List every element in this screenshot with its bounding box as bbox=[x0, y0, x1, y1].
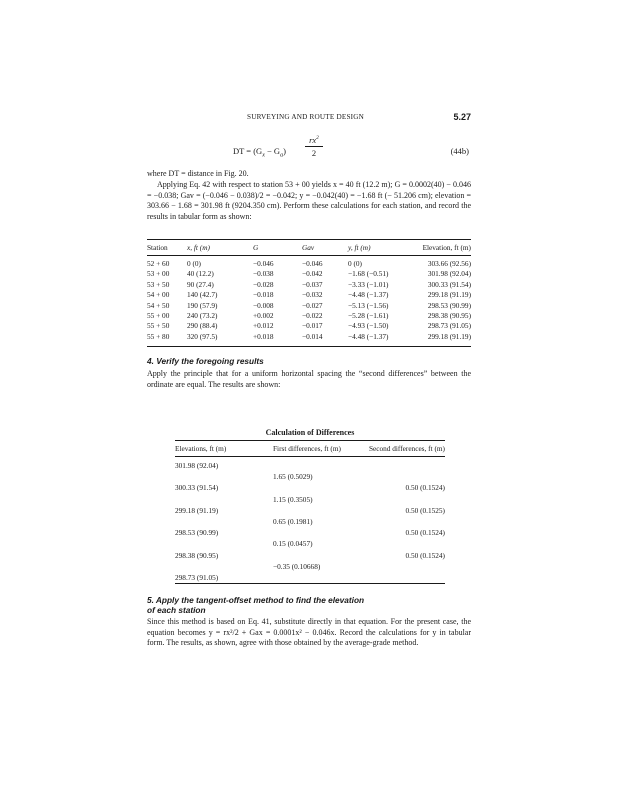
section-heading-verify: 4. Verify the foregoing results bbox=[147, 356, 264, 366]
table-cell: +0.002 bbox=[253, 311, 274, 321]
table-cell: 0 (0) bbox=[348, 259, 362, 268]
table-cell bbox=[175, 561, 273, 572]
table-cell: −0.008 bbox=[253, 300, 274, 310]
table-cell: 55 + 00 bbox=[147, 311, 170, 321]
section-heading-tangent: 5. Apply the tangent-offset method to find the elevation of each station bbox=[147, 595, 365, 615]
table-row bbox=[175, 471, 445, 482]
table-cell: −0.014 bbox=[302, 331, 323, 341]
column-header: G bbox=[253, 240, 302, 256]
table-cell bbox=[368, 494, 445, 505]
table-cell: 240 (73.2) bbox=[187, 311, 218, 321]
equation-numerator: $rx^2$ bbox=[305, 133, 323, 147]
table-cell: −4.48 (−1.37) bbox=[348, 290, 389, 300]
table-cell bbox=[273, 550, 368, 561]
table-cell: −0.018 bbox=[253, 290, 274, 300]
table-cell: 54 + 00 bbox=[147, 290, 170, 300]
table-cell: −0.037 bbox=[302, 279, 323, 289]
table-cell: 53 + 00 bbox=[147, 269, 170, 279]
table-cell: −0.017 bbox=[302, 321, 323, 331]
table-cell: 299.18 (91.19) bbox=[427, 290, 471, 300]
column-header: y, ft (m) bbox=[348, 240, 410, 256]
table-cell: +0.018 bbox=[253, 331, 274, 341]
table-cell bbox=[273, 482, 368, 493]
table-cell: 298.73 (91.05) bbox=[175, 572, 273, 584]
table-cell: 55 + 80 bbox=[147, 331, 170, 341]
equation-fraction bbox=[305, 133, 323, 159]
table-cell: −0.028 bbox=[253, 279, 274, 289]
equation-label: (44b) bbox=[450, 146, 469, 156]
table-cell bbox=[368, 561, 445, 572]
table-cell: 299.18 (91.19) bbox=[427, 331, 471, 341]
column-header: Station bbox=[147, 240, 187, 256]
table-cell bbox=[273, 505, 368, 516]
table-cell: −4.48 (−1.37) bbox=[348, 331, 389, 341]
table-cell: 298.53 (90.99) bbox=[175, 528, 219, 538]
table-cell bbox=[368, 572, 445, 584]
table-cell: 54 + 50 bbox=[147, 300, 170, 310]
table-cell: −0.038 bbox=[253, 269, 274, 279]
table-cell: +0.012 bbox=[253, 321, 274, 331]
page-number: 5.27 bbox=[453, 112, 471, 122]
table-row bbox=[147, 332, 471, 345]
table-row bbox=[175, 561, 445, 572]
table-cell: −0.042 bbox=[302, 269, 323, 279]
table-cell: 55 + 50 bbox=[147, 321, 170, 331]
table-cell: 298.38 (90.95) bbox=[175, 550, 219, 560]
table-cell: 0.50 (0.1524) bbox=[405, 550, 445, 560]
column-header: First differences, ft (m) bbox=[273, 441, 368, 457]
table-row bbox=[147, 321, 471, 331]
table-row bbox=[147, 311, 471, 321]
table-row bbox=[147, 256, 471, 270]
equation-denominator: 2 bbox=[311, 147, 317, 158]
table-cell: 140 (42.7) bbox=[187, 290, 218, 300]
table-cell: 303.66 (92.56) bbox=[427, 259, 471, 268]
table-cell: −0.046 bbox=[302, 259, 323, 268]
differences-table bbox=[175, 440, 445, 584]
table-cell: −0.046 bbox=[253, 259, 274, 268]
apply-paragraph: Applying Eq. 42 with respect to station 53 + 00 yields x = 40 ft (12.2 m); G = 0.0002(40) − 0.046 = −0.038; Gav = (−0.046 − 0.038)/2 = −0.042; y = −0.042(40) = −1.68 ft (− 51.206 cm); elevation = 303.66 − 1.68 = 301.98 ft (9204.350 cm). Perform these calculations for each station, and record the results in tabular form as shown: bbox=[147, 180, 471, 221]
table-cell: 0.50 (0.1525) bbox=[405, 505, 445, 515]
table-cell: −0.35 (0.10668) bbox=[273, 561, 321, 571]
equation-44b bbox=[147, 130, 471, 164]
table-row bbox=[175, 505, 445, 516]
table-cell: 301.98 (92.04) bbox=[175, 461, 219, 470]
tangent-paragraph: Since this method is based on Eq. 41, substitute directly in that equation. For the present case, the equation becomes y = rx²/2 + Gax = 0.0001x² − 0.046x. Record the calculations for y in tabular form. The results, as shown, agree with those obtained by the average-grade method. bbox=[147, 617, 471, 648]
column-header: x, ft (m) bbox=[187, 240, 253, 256]
table-cell bbox=[175, 494, 273, 505]
equation-lhs: DT = $(G_x - G_a)$ bbox=[233, 146, 286, 159]
table-cell: −5.13 (−1.56) bbox=[348, 300, 389, 310]
column-header: Elevations, ft (m) bbox=[175, 441, 273, 457]
table-cell: 301.98 (92.04) bbox=[427, 269, 471, 279]
table-cell: 290 (88.4) bbox=[187, 321, 218, 331]
table-cell: 1.15 (0.3505) bbox=[273, 494, 313, 504]
table-cell: 53 + 50 bbox=[147, 279, 170, 289]
table-cell: −5.28 (−1.61) bbox=[348, 311, 389, 321]
table-cell bbox=[368, 516, 445, 527]
table-row bbox=[175, 538, 445, 549]
table-cell: 298.38 (90.95) bbox=[427, 311, 471, 321]
table-cell: 52 + 60 bbox=[147, 259, 170, 268]
table-row bbox=[147, 269, 471, 279]
verify-paragraph: Apply the principle that for a uniform horizontal spacing the “second differences” between the ordinate are equal. The results are shown: bbox=[147, 369, 471, 389]
table-header-row bbox=[147, 240, 471, 256]
table-cell bbox=[273, 572, 368, 584]
table-cell: 0.50 (0.1524) bbox=[405, 483, 445, 493]
table-cell bbox=[368, 457, 445, 472]
table-row bbox=[175, 527, 445, 538]
where-paragraph: where DT = distance in Fig. 20. bbox=[147, 169, 249, 178]
table-row bbox=[147, 280, 471, 290]
table-cell: 40 (12.2) bbox=[187, 269, 214, 279]
table-cell: 90 (27.4) bbox=[187, 279, 214, 289]
table-cell: 320 (97.5) bbox=[187, 331, 218, 341]
table-row bbox=[175, 457, 445, 472]
table-row bbox=[175, 482, 445, 493]
table-caption: Calculation of Differences bbox=[265, 428, 355, 437]
table-row bbox=[175, 494, 445, 505]
table-cell: 298.73 (91.05) bbox=[427, 321, 471, 331]
table-cell bbox=[175, 471, 273, 482]
running-title: SURVEYING AND ROUTE DESIGN bbox=[247, 113, 365, 121]
column-header: Gav bbox=[302, 240, 348, 256]
table-header-row bbox=[175, 441, 445, 457]
table-cell bbox=[368, 538, 445, 549]
table-row bbox=[147, 301, 471, 311]
table-bottom-rule bbox=[147, 345, 471, 347]
table-cell: −0.027 bbox=[302, 300, 323, 310]
table-cell: 298.53 (90.99) bbox=[427, 300, 471, 310]
table-cell: 300.33 (91.54) bbox=[175, 483, 219, 493]
table-cell: −4.93 (−1.50) bbox=[348, 321, 389, 331]
table-cell: −0.032 bbox=[302, 290, 323, 300]
table-row bbox=[175, 572, 445, 584]
table-cell bbox=[175, 516, 273, 527]
column-header: Elevation, ft (m) bbox=[410, 240, 471, 256]
station-elevation-table bbox=[147, 239, 471, 347]
table-cell: 0.15 (0.0457) bbox=[273, 539, 313, 549]
table-cell bbox=[368, 471, 445, 482]
table-row bbox=[147, 290, 471, 300]
table-cell: 1.65 (0.5029) bbox=[273, 472, 313, 482]
table-cell: 0.50 (0.1524) bbox=[405, 528, 445, 538]
table-cell: 0.65 (0.1981) bbox=[273, 517, 313, 527]
table-row bbox=[175, 516, 445, 527]
table-cell bbox=[273, 527, 368, 538]
table-cell: −0.022 bbox=[302, 311, 323, 321]
table-cell: 0 (0) bbox=[187, 259, 201, 268]
table-row bbox=[175, 550, 445, 561]
table-cell: −3.33 (−1.01) bbox=[348, 279, 389, 289]
column-header: Second differences, ft (m) bbox=[368, 441, 445, 457]
table-cell bbox=[175, 538, 273, 549]
table-cell: 300.33 (91.54) bbox=[427, 279, 471, 289]
table-cell: −1.68 (−0.51) bbox=[348, 269, 389, 279]
table-cell bbox=[273, 457, 368, 472]
table-cell: 299.18 (91.19) bbox=[175, 505, 219, 515]
table-cell: 190 (57.9) bbox=[187, 300, 218, 310]
